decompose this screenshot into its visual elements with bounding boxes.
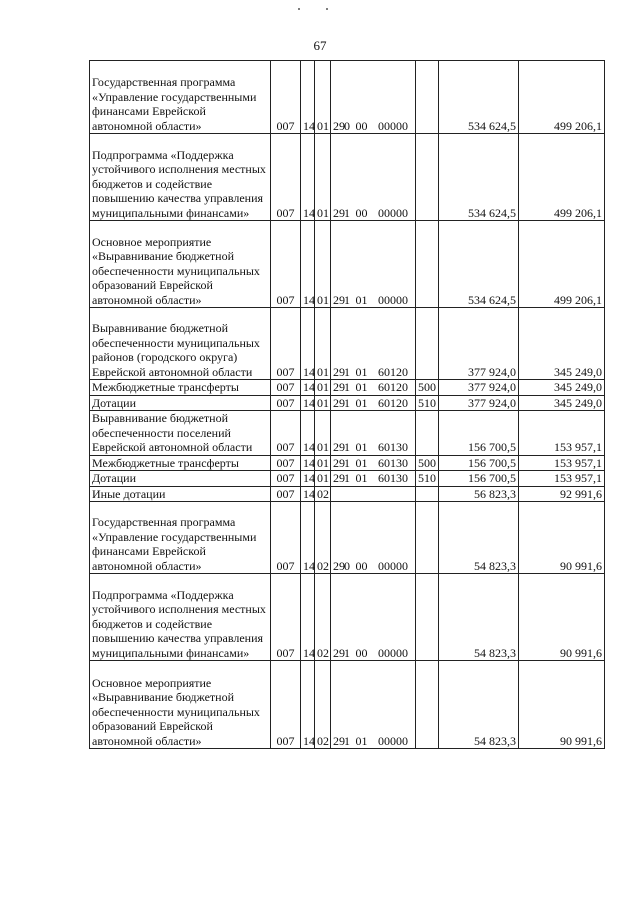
table-row	[90, 411, 605, 456]
csr-program-code: 29	[333, 205, 345, 220]
rz-cell: 14	[301, 502, 315, 574]
sum-year2-cell: 153 957,1	[519, 471, 605, 487]
gr-cell: 007	[271, 308, 301, 380]
csr-event-code: 01	[355, 292, 368, 307]
csr-direction-code: 00000	[378, 118, 408, 133]
csr-cell	[331, 661, 416, 749]
row-name-cell: Иные дотации	[90, 486, 271, 502]
sum-year2-cell: 92 991,6	[519, 486, 605, 502]
table-row	[90, 308, 605, 380]
gr-cell: 007	[271, 502, 301, 574]
csr-subprogram-code: 1	[344, 364, 350, 379]
table-row	[90, 486, 605, 502]
csr-cell	[331, 471, 416, 487]
csr-event-code: 01	[355, 733, 368, 748]
csr-program-code: 29	[333, 471, 345, 485]
gr-cell: 007	[271, 661, 301, 749]
csr-cell	[331, 61, 416, 134]
csr-subprogram-code: 1	[344, 645, 350, 660]
csr-event-code: 01	[355, 440, 368, 454]
table-row	[90, 502, 605, 574]
row-name-cell: Государственная программа «Управление государственными финансами Еврейской автономной области»	[90, 502, 271, 574]
vr-cell: 510	[416, 471, 439, 487]
csr-program-code: 29	[333, 455, 345, 470]
vr-cell: 510	[416, 395, 439, 411]
gr-cell: 007	[271, 221, 301, 308]
row-name-cell: Государственная программа «Управление государственными финансами Еврейской автономной области»	[90, 61, 271, 134]
rz-cell: 14	[301, 395, 315, 411]
csr-subprogram-code: 0	[344, 118, 350, 133]
sum-year2-cell: 499 206,1	[519, 221, 605, 308]
csr-direction-code: 00000	[378, 558, 408, 573]
csr-event-code: 01	[355, 364, 368, 379]
sum-year1-cell: 534 624,5	[439, 221, 519, 308]
vr-cell	[416, 411, 439, 456]
gr-cell: 007	[271, 411, 301, 456]
gr-cell: 007	[271, 395, 301, 411]
csr-cell	[331, 502, 416, 574]
pr-cell: 01	[315, 221, 331, 308]
csr-direction-code: 60120	[378, 364, 408, 379]
gr-cell: 007	[271, 574, 301, 661]
sum-year1-cell: 156 700,5	[439, 455, 519, 471]
csr-direction-code: 00000	[378, 733, 408, 748]
csr-program-code: 29	[333, 118, 345, 133]
csr-event-code: 01	[355, 380, 368, 394]
gr-cell: 007	[271, 455, 301, 471]
vr-cell	[416, 661, 439, 749]
csr-program-code: 29	[333, 364, 345, 379]
vr-cell	[416, 308, 439, 380]
vr-cell	[416, 134, 439, 221]
sum-year2-cell: 90 991,6	[519, 574, 605, 661]
csr-direction-code: 60120	[378, 395, 408, 410]
pr-cell: 02	[315, 486, 331, 502]
table-row	[90, 574, 605, 661]
sum-year1-cell: 534 624,5	[439, 61, 519, 134]
table-row	[90, 395, 605, 411]
row-name-cell: Дотации	[90, 471, 271, 487]
csr-subprogram-code: 1	[344, 292, 350, 307]
csr-program-code: 29	[333, 645, 345, 660]
sum-year2-cell: 345 249,0	[519, 380, 605, 396]
csr-cell	[331, 395, 416, 411]
table-body	[90, 61, 605, 749]
pr-cell: 01	[315, 134, 331, 221]
vr-cell: 500	[416, 455, 439, 471]
vr-cell	[416, 61, 439, 134]
csr-direction-code: 00000	[378, 645, 408, 660]
csr-event-code: 01	[355, 395, 368, 410]
csr-subprogram-code: 1	[344, 733, 350, 748]
vr-cell	[416, 574, 439, 661]
csr-direction-code: 00000	[378, 292, 408, 307]
sum-year2-cell: 153 957,1	[519, 411, 605, 456]
csr-event-code: 00	[355, 645, 368, 660]
csr-subprogram-code: 1	[344, 395, 350, 410]
sum-year1-cell: 377 924,0	[439, 380, 519, 396]
table-row	[90, 61, 605, 134]
csr-direction-code: 60130	[378, 471, 408, 485]
row-name-cell: Подпрограмма «Поддержка устойчивого исполнения местных бюджетов и содействие повышению качества управления муниципальными финансами»	[90, 134, 271, 221]
rz-cell: 14	[301, 455, 315, 471]
pr-cell: 01	[315, 411, 331, 456]
pr-cell: 01	[315, 395, 331, 411]
sum-year1-cell: 56 823,3	[439, 486, 519, 502]
row-name-cell: Основное мероприятие «Выравнивание бюджетной обеспеченности муниципальных образований Еврейской автономной области»	[90, 661, 271, 749]
sum-year1-cell: 377 924,0	[439, 308, 519, 380]
csr-direction-code: 60130	[378, 455, 408, 470]
pr-cell: 01	[315, 471, 331, 487]
sum-year2-cell: 499 206,1	[519, 134, 605, 221]
vr-cell: 500	[416, 380, 439, 396]
gr-cell: 007	[271, 61, 301, 134]
sum-year2-cell: 345 249,0	[519, 308, 605, 380]
sum-year1-cell: 54 823,3	[439, 661, 519, 749]
row-name-cell: Выравнивание бюджетной обеспеченности поселений Еврейской автономной области	[90, 411, 271, 456]
csr-program-code: 29	[333, 733, 345, 748]
csr-direction-code: 00000	[378, 205, 408, 220]
rz-cell: 14	[301, 221, 315, 308]
csr-cell	[331, 455, 416, 471]
pr-cell: 01	[315, 380, 331, 396]
csr-subprogram-code: 1	[344, 471, 350, 485]
csr-cell	[331, 134, 416, 221]
vr-cell	[416, 221, 439, 308]
pr-cell: 01	[315, 455, 331, 471]
row-name-cell: Межбюджетные трансферты	[90, 455, 271, 471]
csr-program-code: 29	[333, 395, 345, 410]
csr-program-code: 29	[333, 292, 345, 307]
csr-subprogram-code: 1	[344, 380, 350, 394]
vr-cell	[416, 486, 439, 502]
csr-cell	[331, 574, 416, 661]
table-row	[90, 134, 605, 221]
rz-cell: 14	[301, 661, 315, 749]
csr-cell	[331, 411, 416, 456]
sum-year1-cell: 54 823,3	[439, 502, 519, 574]
scan-speck	[326, 8, 328, 10]
csr-subprogram-code: 1	[344, 440, 350, 454]
sum-year1-cell: 156 700,5	[439, 411, 519, 456]
sum-year2-cell: 345 249,0	[519, 395, 605, 411]
pr-cell: 02	[315, 661, 331, 749]
row-name-cell: Подпрограмма «Поддержка устойчивого исполнения местных бюджетов и содействие повышению качества управления муниципальными финансами»	[90, 574, 271, 661]
rz-cell: 14	[301, 486, 315, 502]
rz-cell: 14	[301, 380, 315, 396]
csr-cell	[331, 308, 416, 380]
vr-cell	[416, 502, 439, 574]
csr-cell	[331, 221, 416, 308]
row-name-cell: Основное мероприятие «Выравнивание бюджетной обеспеченности муниципальных образований Еврейской автономной области»	[90, 221, 271, 308]
rz-cell: 14	[301, 61, 315, 134]
pr-cell: 01	[315, 308, 331, 380]
row-name-cell: Межбюджетные трансферты	[90, 380, 271, 396]
sum-year1-cell: 534 624,5	[439, 134, 519, 221]
csr-event-code: 00	[355, 118, 368, 133]
sum-year2-cell: 499 206,1	[519, 61, 605, 134]
rz-cell: 14	[301, 471, 315, 487]
rz-cell: 14	[301, 411, 315, 456]
table-row	[90, 661, 605, 749]
csr-program-code: 29	[333, 380, 345, 394]
gr-cell: 007	[271, 471, 301, 487]
csr-event-code: 01	[355, 455, 368, 470]
csr-direction-code: 60120	[378, 380, 408, 394]
pr-cell: 02	[315, 502, 331, 574]
row-name-cell: Выравнивание бюджетной обеспеченности муниципальных районов (городского округа) Еврейской автономной области	[90, 308, 271, 380]
csr-subprogram-code: 0	[344, 558, 350, 573]
csr-event-code: 00	[355, 205, 368, 220]
gr-cell: 007	[271, 380, 301, 396]
pr-cell: 02	[315, 574, 331, 661]
table-row	[90, 471, 605, 487]
pr-cell: 01	[315, 61, 331, 134]
sum-year1-cell: 377 924,0	[439, 395, 519, 411]
budget-table	[89, 60, 605, 749]
rz-cell: 14	[301, 574, 315, 661]
csr-cell	[331, 486, 416, 502]
sum-year2-cell: 153 957,1	[519, 455, 605, 471]
csr-event-code: 01	[355, 471, 368, 485]
sum-year1-cell: 156 700,5	[439, 471, 519, 487]
table-row	[90, 455, 605, 471]
table-row	[90, 380, 605, 396]
rz-cell: 14	[301, 134, 315, 221]
csr-event-code: 00	[355, 558, 368, 573]
csr-program-code: 29	[333, 440, 345, 454]
gr-cell: 007	[271, 134, 301, 221]
csr-direction-code: 60130	[378, 440, 408, 454]
csr-program-code: 29	[333, 558, 345, 573]
row-name-cell: Дотации	[90, 395, 271, 411]
csr-subprogram-code: 1	[344, 455, 350, 470]
scan-speck	[298, 8, 300, 10]
page-number: 67	[313, 38, 327, 53]
csr-cell	[331, 380, 416, 396]
table-row	[90, 221, 605, 308]
csr-subprogram-code: 1	[344, 205, 350, 220]
sum-year2-cell: 90 991,6	[519, 502, 605, 574]
rz-cell: 14	[301, 308, 315, 380]
gr-cell: 007	[271, 486, 301, 502]
sum-year1-cell: 54 823,3	[439, 574, 519, 661]
sum-year2-cell: 90 991,6	[519, 661, 605, 749]
